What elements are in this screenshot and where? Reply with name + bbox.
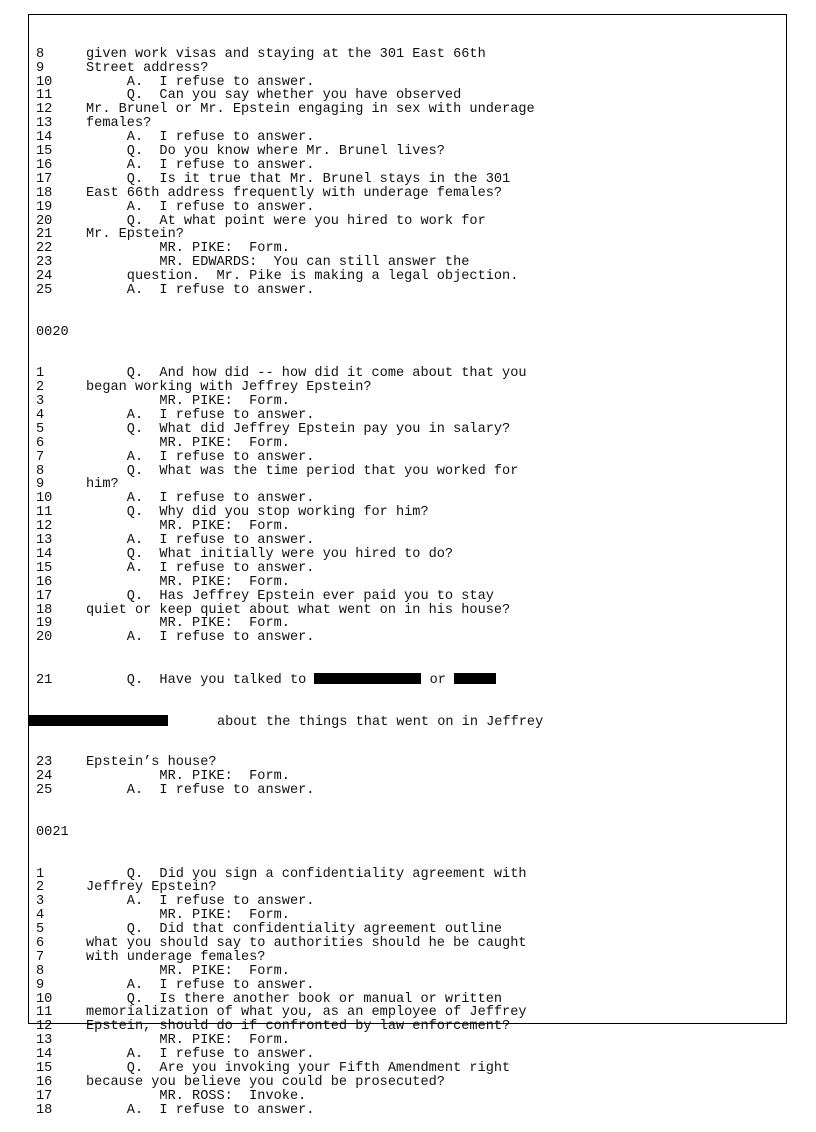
- line-number: 16: [36, 574, 53, 590]
- transcript-line: [36, 76, 784, 90]
- transcript-line: [36, 423, 784, 437]
- deposition-transcript: [36, 20, 784, 1132]
- line-number: 12: [36, 102, 53, 118]
- line-number: 3: [36, 894, 45, 910]
- line-text: MR. PIKE: Form.: [86, 963, 290, 979]
- line-number: 13: [36, 533, 53, 549]
- page-marker: [36, 326, 784, 340]
- line-text: Epstein, should do if confronted by law enforcement?: [86, 1019, 511, 1035]
- line-number: 22: [36, 241, 53, 257]
- line-number: 23: [36, 255, 53, 271]
- transcript-line: [36, 103, 784, 117]
- line-text: memorialization of what you, as an employee of Jeffrey: [86, 1005, 527, 1021]
- line-number: 23: [36, 755, 53, 771]
- line-text: Q. Why did you stop working for him?: [86, 505, 429, 521]
- line-number: 6: [36, 435, 45, 451]
- line-text: MR. PIKE: Form.: [86, 616, 290, 632]
- line-number: 6: [36, 936, 45, 952]
- transcript-line: [36, 895, 784, 909]
- transcript-line: [36, 395, 784, 409]
- transcript-line: [36, 465, 784, 479]
- line-text: Jeffrey Epstein?: [86, 880, 217, 896]
- line-number: 21: [36, 672, 53, 688]
- redaction-block: [454, 673, 496, 684]
- line-text: Q. Can you say whether you have observed: [86, 88, 462, 104]
- line-number: 4: [36, 908, 45, 924]
- line-text: Q. Is it true that Mr. Brunel stays in the 301: [86, 171, 511, 187]
- transcript-line: [36, 48, 784, 62]
- line-number: 24: [36, 269, 53, 285]
- line-number: 9: [36, 60, 45, 76]
- line-number: 10: [36, 991, 53, 1007]
- transcript-line: [36, 131, 784, 145]
- line-text: Q. Has Jeffrey Epstein ever paid you to stay: [86, 588, 494, 604]
- line-text: females?: [86, 116, 152, 132]
- line-text: began working with Jeffrey Epstein?: [86, 380, 372, 396]
- line-text: MR. ROSS: Invoke.: [86, 1088, 307, 1104]
- transcript-line: [36, 881, 784, 895]
- line-number: 9: [36, 477, 45, 493]
- transcript-line: [36, 868, 784, 882]
- transcript-line: [36, 631, 784, 645]
- line-text: him?: [86, 477, 119, 493]
- line-text: question. Mr. Pike is making a legal objection.: [86, 269, 519, 285]
- line-number: 14: [36, 130, 53, 146]
- line-text: Q. Did you sign a confidentiality agreement with: [86, 866, 527, 882]
- line-number: 18: [36, 185, 53, 201]
- line-number: 2: [36, 380, 45, 396]
- line-number: 7: [36, 449, 45, 465]
- transcript-line: [36, 367, 784, 381]
- transcript-line: [36, 242, 784, 256]
- transcript-line: [36, 909, 784, 923]
- line-text: A. I refuse to answer.: [86, 157, 315, 173]
- redaction-block: [314, 673, 421, 684]
- line-text: quiet or keep quiet about what went on in his house?: [86, 602, 511, 618]
- line-text: MR. PIKE: Form.: [86, 574, 290, 590]
- transcript-line: [36, 951, 784, 965]
- line-number: 10: [36, 491, 53, 507]
- line-number: 16: [36, 1074, 53, 1090]
- transcript-line: [36, 590, 784, 604]
- line-text: A. I refuse to answer.: [86, 1102, 315, 1118]
- line-number: 18: [36, 1102, 53, 1118]
- transcript-line: [36, 770, 784, 784]
- transcript-line: [36, 89, 784, 103]
- transcript-line: [36, 617, 784, 631]
- transcript-line: [36, 1104, 784, 1118]
- line-text: A. I refuse to answer.: [86, 408, 315, 424]
- line-text: East 66th address frequently with underage females?: [86, 185, 503, 201]
- transcript-line: [36, 478, 784, 492]
- line-number: 9: [36, 977, 45, 993]
- line-text: Mr. Epstein?: [86, 227, 184, 243]
- line-number: 19: [36, 199, 53, 215]
- redaction-block: [28, 715, 168, 726]
- line-number: 8: [36, 463, 45, 479]
- line-text: A. I refuse to answer.: [86, 449, 315, 465]
- line-number: 7: [36, 949, 45, 965]
- line-number: 11: [36, 505, 53, 521]
- line-text: Q. Is there another book or manual or written: [86, 991, 503, 1007]
- line-text: MR. PIKE: Form.: [86, 435, 290, 451]
- line-number: 17: [36, 171, 53, 187]
- line-number: 3: [36, 394, 45, 410]
- transcript-line: [36, 284, 784, 298]
- transcript-line: [36, 256, 784, 270]
- page-marker: [36, 826, 784, 840]
- line-text: MR. PIKE: Form.: [86, 241, 290, 257]
- transcript-line: [36, 62, 784, 76]
- transcript-line: [36, 451, 784, 465]
- line-number: 20: [36, 213, 53, 229]
- transcript-line: [36, 215, 784, 229]
- line-number: 17: [36, 588, 53, 604]
- line-number: 8: [36, 46, 45, 62]
- transcript-line: [36, 381, 784, 395]
- transcript-line: [36, 187, 784, 201]
- line-number: 18: [36, 602, 53, 618]
- line-number: 1: [36, 866, 45, 882]
- line-number: 25: [36, 783, 53, 799]
- line-text: because you believe you could be prosecuted?: [86, 1074, 445, 1090]
- line-number: 21: [36, 227, 53, 243]
- line-text: Q. Did that confidentiality agreement outline: [86, 922, 503, 938]
- line-text: Q. What was the time period that you worked for: [86, 463, 519, 479]
- transcript-line: [36, 937, 784, 951]
- line-number: 13: [36, 116, 53, 132]
- line-text: MR. PIKE: Form.: [86, 769, 290, 785]
- line-text: or: [421, 672, 455, 688]
- line-text: MR. PIKE: Form.: [86, 519, 290, 535]
- line-text: with underage females?: [86, 949, 266, 965]
- line-text: Q. What did Jeffrey Epstein pay you in salary?: [86, 421, 511, 437]
- line-number: 11: [36, 88, 53, 104]
- transcript-line: [36, 562, 784, 576]
- line-text: Q. Do you know where Mr. Brunel lives?: [86, 144, 445, 160]
- line-number: 8: [36, 963, 45, 979]
- line-text: A. I refuse to answer.: [86, 130, 315, 146]
- line-text: Q. Are you invoking your Fifth Amendment right: [86, 1061, 511, 1077]
- line-number: 24: [36, 769, 53, 785]
- transcript-line: [36, 604, 784, 618]
- line-text: Street address?: [86, 60, 209, 76]
- transcript-line: [36, 576, 784, 590]
- line-text: Q. At what point were you hired to work for: [86, 213, 486, 229]
- transcript-line: [36, 979, 784, 993]
- line-number: 5: [36, 421, 45, 437]
- line-text: A. I refuse to answer.: [86, 491, 315, 507]
- transcript-line: [36, 270, 784, 284]
- line-text: Q. Have you talked to: [86, 672, 315, 688]
- line-number: 16: [36, 157, 53, 173]
- transcript-line: [36, 506, 784, 520]
- line-text: what you should say to authorities should he be caught: [86, 936, 527, 952]
- line-text: MR. EDWARDS: You can still answer the: [86, 255, 470, 271]
- line-text: A. I refuse to answer.: [86, 282, 315, 298]
- transcript-line: [36, 117, 784, 131]
- transcript-line: [36, 965, 784, 979]
- line-number: 14: [36, 1047, 53, 1063]
- page-number: 0020: [36, 324, 69, 340]
- transcript-line: [36, 228, 784, 242]
- line-number: 1: [36, 366, 45, 382]
- transcript-line: [36, 409, 784, 423]
- line-number: 25: [36, 282, 53, 298]
- line-number: 12: [36, 1019, 53, 1035]
- transcript-line: [36, 520, 784, 534]
- line-number: 15: [36, 1061, 53, 1077]
- transcript-line: [36, 159, 784, 173]
- line-number: 12: [36, 519, 53, 535]
- line-text: Q. And how did -- how did it come about that you: [86, 366, 527, 382]
- transcript-line: [36, 173, 784, 187]
- line-number: 19: [36, 616, 53, 632]
- transcript-line: [36, 923, 784, 937]
- line-number: 14: [36, 546, 53, 562]
- line-number: 17: [36, 1088, 53, 1104]
- line-text: A. I refuse to answer.: [86, 630, 315, 646]
- transcript-line: [36, 548, 784, 562]
- line-text: A. I refuse to answer.: [86, 74, 315, 90]
- transcript-line: [36, 492, 784, 506]
- line-text: A. I refuse to answer.: [86, 533, 315, 549]
- transcript-line: [36, 437, 784, 451]
- line-text: Epstein’s house?: [86, 755, 217, 771]
- line-number: 10: [36, 74, 53, 90]
- line-text: given work visas and staying at the 301 East 66th: [86, 46, 486, 62]
- transcript-line: [36, 756, 784, 770]
- transcript-section-page21: [36, 868, 784, 1118]
- line-text: MR. PIKE: Form.: [86, 1033, 290, 1049]
- transcript-line: [36, 1006, 784, 1020]
- transcript-line: [36, 1090, 784, 1104]
- transcript-line: [36, 1048, 784, 1062]
- line-number: 5: [36, 922, 45, 938]
- transcript-line: [36, 993, 784, 1007]
- line-text: A. I refuse to answer.: [86, 560, 315, 576]
- transcript-section-page20-tail: [36, 756, 784, 798]
- transcript-line: [36, 534, 784, 548]
- line-text: MR. PIKE: Form.: [86, 394, 290, 410]
- line-text: Mr. Brunel or Mr. Epstein engaging in sex with underage: [86, 102, 535, 118]
- line-number: 15: [36, 560, 53, 576]
- line-text: A. I refuse to answer.: [86, 783, 315, 799]
- transcript-line-redacted-2: [36, 715, 784, 729]
- line-text: A. I refuse to answer.: [86, 1047, 315, 1063]
- line-number: 11: [36, 1005, 53, 1021]
- line-number: 15: [36, 144, 53, 160]
- transcript-line: [36, 1034, 784, 1048]
- line-number: 13: [36, 1033, 53, 1049]
- page-number: 0021: [36, 824, 69, 840]
- transcript-line: [36, 145, 784, 159]
- line-text: about the things that went on in Jeffrey: [168, 714, 544, 730]
- transcript-line: [36, 784, 784, 798]
- line-text: A. I refuse to answer.: [86, 977, 315, 993]
- transcript-line: [36, 1020, 784, 1034]
- line-text: Q. What initially were you hired to do?: [86, 546, 454, 562]
- transcript-section-page20: [36, 367, 784, 645]
- line-text: A. I refuse to answer.: [86, 199, 315, 215]
- line-number: 2: [36, 880, 45, 896]
- transcript-section-page19: [36, 48, 784, 298]
- line-text: A. I refuse to answer.: [86, 894, 315, 910]
- transcript-line: [36, 1062, 784, 1076]
- line-number: 4: [36, 408, 45, 424]
- transcript-line: [36, 201, 784, 215]
- line-text: MR. PIKE: Form.: [86, 908, 290, 924]
- transcript-line: [36, 1076, 784, 1090]
- transcript-line-redacted-1: [36, 673, 784, 687]
- line-number: 20: [36, 630, 53, 646]
